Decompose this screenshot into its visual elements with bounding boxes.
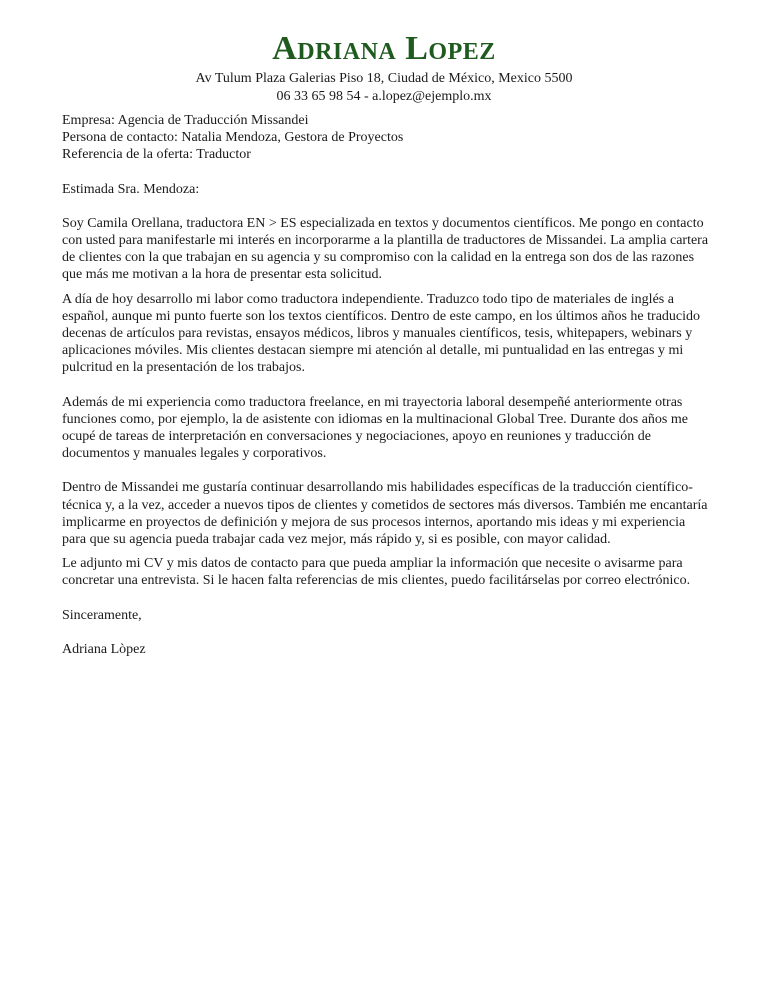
offer-reference-line: Referencia de la oferta: Traductor <box>62 147 251 163</box>
greeting: Estimada Sra. Mendoza: <box>62 181 200 197</box>
contact-person-line: Persona de contacto: Natalia Mendoza, Gestora de Proyectos <box>62 130 404 146</box>
paragraph-experience: Además de mi experiencia como traductora freelance, en mi trayectoria laboral desempeñé anteriormente otras funciones como, por ejemplo, la de asistente con idiomas en la multinacional Global Tree. Durante dos años me ocupé de tareas de interpretación en conversaciones y negociaciones, apoyo en reuniones y traducción de documentos y manuales legales y corporativos. <box>62 394 688 462</box>
letter-header <box>0 30 768 106</box>
closing: Sinceramente, <box>62 607 142 623</box>
sender-address: Av Tulum Plaza Galerias Piso 18, Ciudad de México, Mexico 5500 <box>195 71 573 86</box>
paragraph-current-work: A día de hoy desarrollo mi labor como traductora independiente. Traduzco todo tipo de materiales de inglés a español, aunque mi punto fuerte son los textos científicos. Dentro de este campo, en los últimos años he traducido decenas de artículos para revistas, ensayos médicos, libros y manuales científicos, tesis, whitepapers, webinars y aplicaciones móviles. Mis clientes destacan siempre mi atención al detalle, mi puntualidad en las entregas y mi pulcritud en la presentación de los trabajos. <box>62 291 701 376</box>
letter-body <box>62 112 712 658</box>
sender-name: Adriana Lopez <box>272 30 496 67</box>
paragraph-intro: Soy Camila Orellana, traductora EN > ES especializada en textos y documentos científicos. Me pongo en contacto con usted para manifestarle mi interés en incorporarme a la plantilla de traductores de Missandei. La amplia cartera de clientes con la que trabajan en su agencia y su compromiso con la calidad en la entrega son dos de las razones que más me motivan a la hora de presentar esta solicitud. <box>62 215 709 283</box>
sender-phone-email: 06 33 65 98 54 - a.lopez@ejemplo.mx <box>276 89 492 104</box>
paragraph-goals: Dentro de Missandei me gustaría continuar desarrollando mis habilidades específicas de la traducción científico-técnica y, a la vez, acceder a nuevos tipos de clientes y cometidos de sectores más diversos. También me encantaría implicarme en proyectos de definición y mejora de sus procesos internos, aportando mis ideas y mi experiencia para que su agencia pueda trabajar cada vez mejor, más rápido y, si es posible, con mayor calidad. <box>62 480 708 548</box>
paragraph-attachment: Le adjunto mi CV y mis datos de contacto para que pueda ampliar la información que necesite o avisarme para concretar una entrevista. Si le hacen falta referencias de mis clientes, puedo facilitárselas por correo electrónico. <box>62 556 691 589</box>
company-line: Empresa: Agencia de Traducción Missandei <box>62 113 309 128</box>
signature: Adriana Lòpez <box>62 641 146 657</box>
